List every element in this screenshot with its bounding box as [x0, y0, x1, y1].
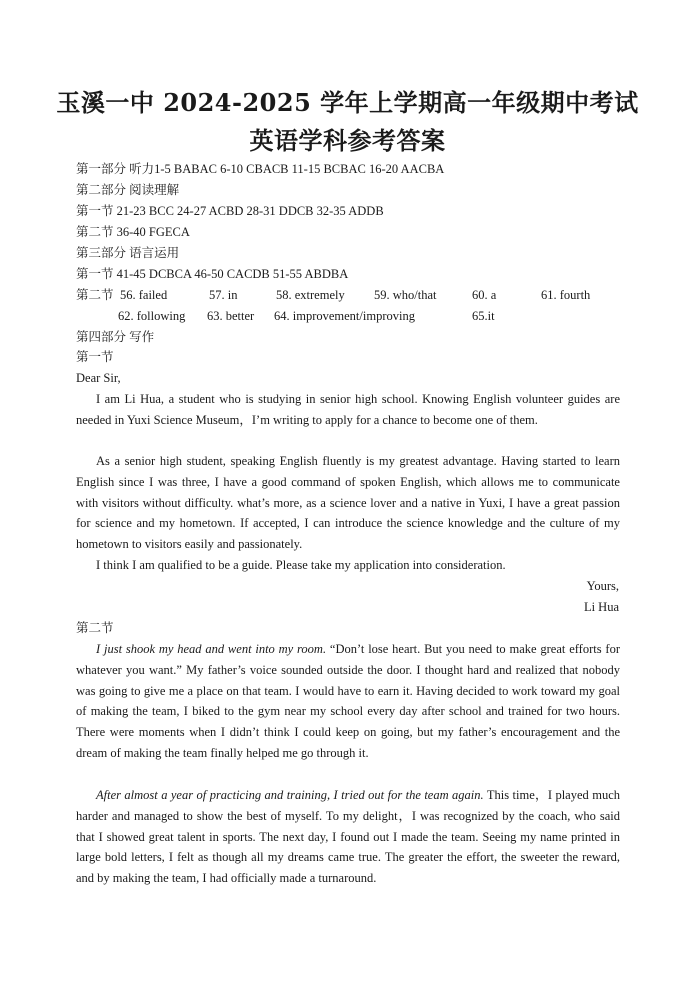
- part2-section2-answers: 第二节 36-40 FGECA: [76, 225, 190, 239]
- part3-section1-answers: 第一节 41-45 DCBCA 46-50 CACDB 51-55 ABDBA: [76, 267, 349, 281]
- answer-cell: 57. in: [209, 288, 238, 302]
- writing-section1-heading: 第一节: [76, 350, 114, 364]
- answer-cell: 62. following: [118, 309, 186, 323]
- letter-paragraph-text: I think I am qualified to be a guide. Please take my application into consideration.: [96, 558, 506, 572]
- letter-paragraph-text: As a senior high student, speaking English fluently is my greatest advantage. Having started to learn English since I was three, I have a good command of spoken English, which allows me to communicate with visitors without difficulty. what’s more, as a science lover and a native in Yuxi, I have a great passion for science and my hometown. If accepted, I can introduce the science knowledge and the culture of my hometown to visitors easily and passionately.: [76, 454, 620, 552]
- page-title: 玉溪一中 2024-2025 学年上学期高一年级期中考试: [56, 88, 639, 117]
- part3-section2-label: 第二节: [76, 288, 114, 302]
- letter-closing: Yours,: [586, 579, 619, 593]
- answer-cell: 56. failed: [120, 288, 168, 302]
- part1-listening-answers: 第一部分 听力1-5 BABAC 6-10 CBACB 11-15 BCBAC 16-20 AACBA: [76, 162, 445, 176]
- answer-cell: 61. fourth: [541, 288, 591, 302]
- story-paragraph: [76, 639, 620, 764]
- answer-cell: 60. a: [472, 288, 497, 302]
- answer-cell: 59. who/that: [374, 288, 437, 302]
- writing-section2-heading: 第二节: [76, 621, 114, 635]
- answer-cell: 65.it: [472, 309, 495, 323]
- letter-paragraph: [76, 555, 620, 576]
- part2-section1-answers: 第一节 21-23 BCC 24-27 ACBD 28-31 DDCB 32-35 ADDB: [76, 204, 384, 218]
- part2-heading: 第二部分 阅读理解: [76, 183, 180, 197]
- story-paragraph-text: “Don’t lose heart. But you need to make great efforts for whatever you want.” My father’s voice sounded outside the door. I thought hard and realized that nobody was going to give me a place on that team. I would have to earn it. Having decided to work toward my goal of making the team, I biked to the gym near my school every day after school and trained for two hours. There were moments when I didn’t think I could keep on going, but my father’s encouragement and the dream of making the team finally helped me go through it.: [76, 642, 620, 760]
- part3-heading: 第三部分 语言运用: [76, 246, 180, 260]
- page-subtitle: 英语学科参考答案: [249, 126, 446, 155]
- letter-signature: Li Hua: [583, 600, 619, 614]
- story-given-sentence: I just shook my head and went into my room.: [96, 642, 327, 656]
- answer-cell: 63. better: [207, 309, 255, 323]
- story-paragraph: [76, 785, 620, 889]
- answer-cell: 58. extremely: [276, 288, 345, 302]
- answer-cell: 64. improvement/improving: [274, 309, 415, 323]
- story-given-sentence: After almost a year of practicing and training, I tried out for the team again.: [96, 788, 484, 802]
- story-paragraph-text: This time，I played much harder and managed to show the best of myself. To my delight，I was recognized by the coach, who said that I showed great talent in sports. The next day, I found out I made the team. Seeing my name printed in large bold letters, I felt as though all my dreams came true. The greater the effort, the sweeter the reward, and by making the team, I had officially made a turnaround.: [76, 788, 620, 886]
- letter-paragraph-text: I am Li Hua, a student who is studying in senior high school. Knowing English volunteer guides are needed in Yuxi Science Museum，I’m writing to apply for a chance to become one of them.: [76, 392, 620, 427]
- letter-greeting: Dear Sir,: [76, 371, 121, 385]
- part4-heading: 第四部分 写作: [76, 330, 155, 344]
- letter-paragraph: [76, 389, 620, 431]
- letter-paragraph: [76, 451, 620, 555]
